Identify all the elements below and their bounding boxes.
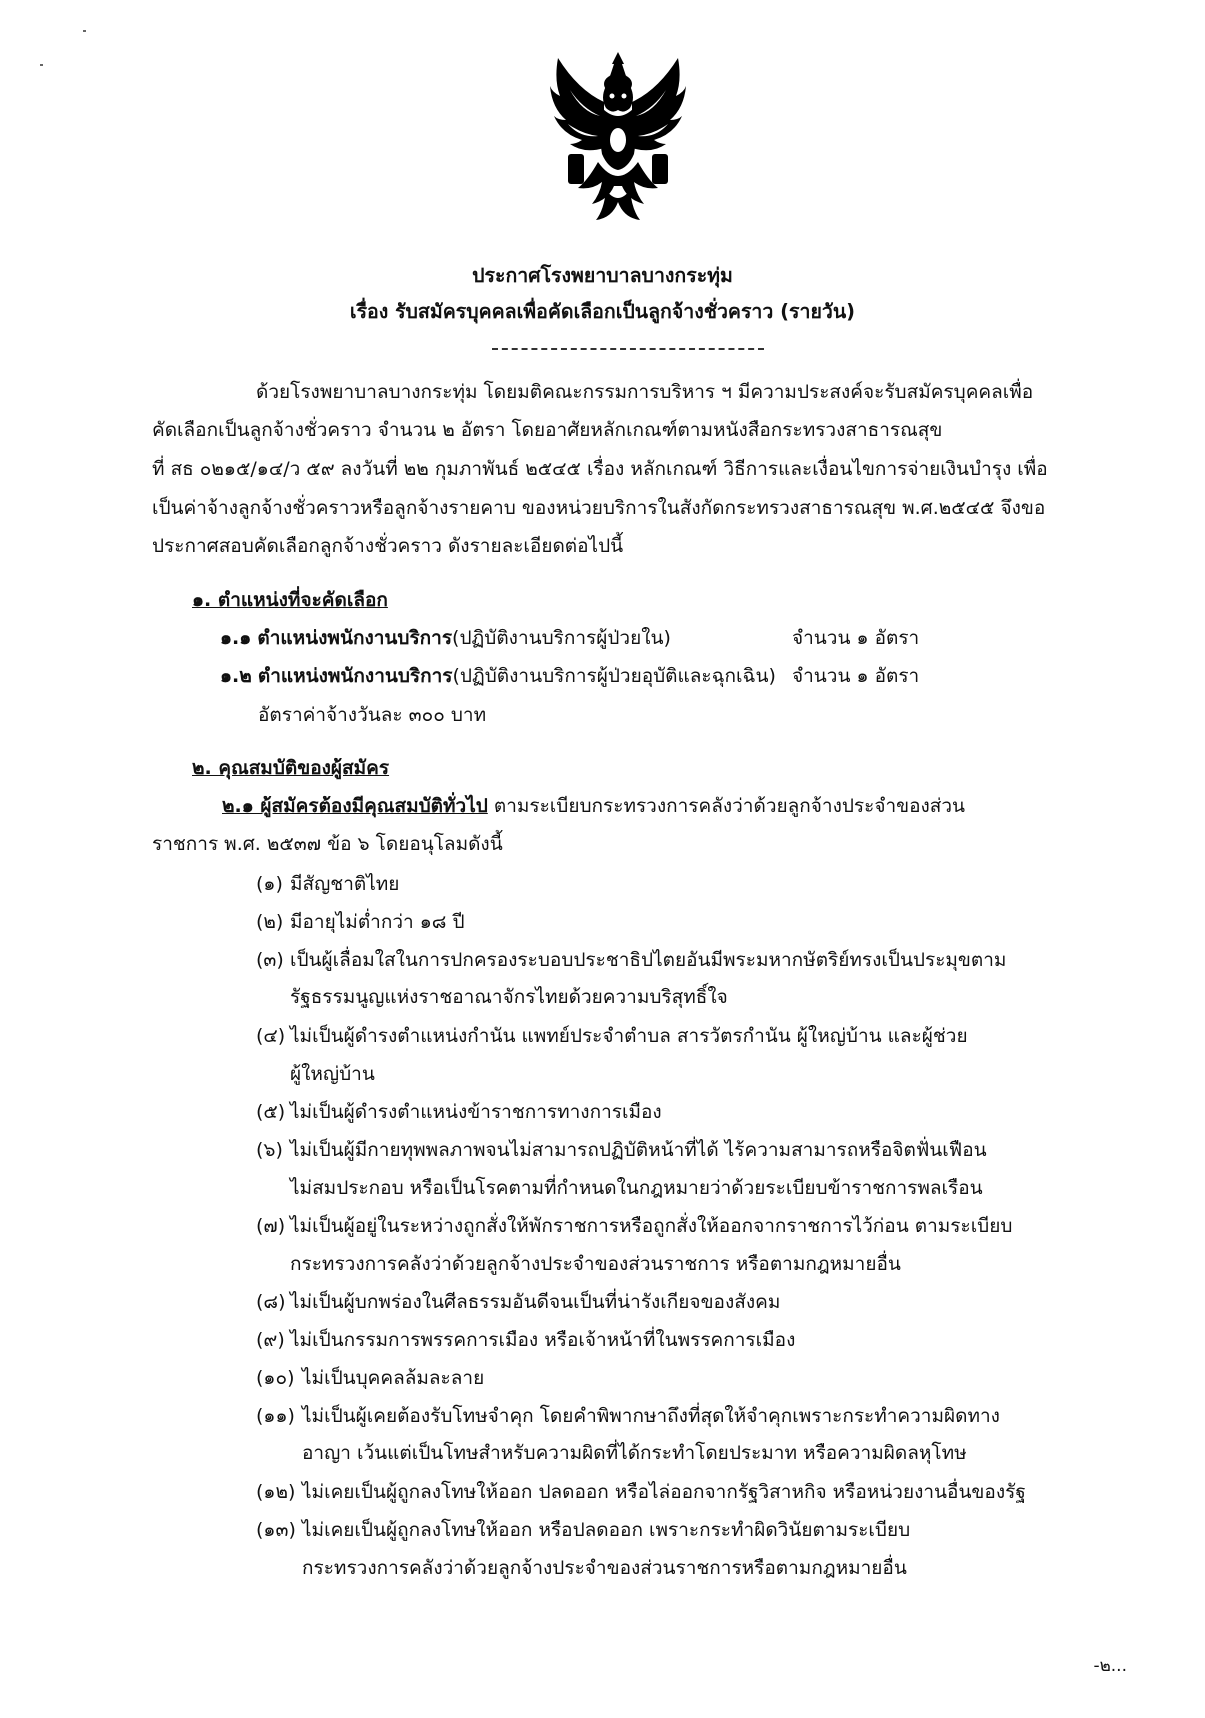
garuda-emblem-icon	[548, 50, 688, 226]
qualification-item: มีสัญชาติไทย	[290, 873, 400, 895]
intro-line: ด้วยโรงพยาบาลบางกระทุ่ม โดยมติคณะกรรมการบริหาร ฯ มีความประสงค์จะรับสมัครบุคคลเพื่อ	[256, 381, 1034, 403]
qualification-item: ไม่เป็นบุคคลล้มละลาย	[302, 1367, 485, 1389]
qualification-number: (๓)	[256, 949, 284, 971]
qualification-item: ไม่เป็นผู้ดำรงตำแหน่งข้าราชการทางการเมือง	[290, 1101, 662, 1123]
qualification-number: (๗)	[256, 1215, 286, 1237]
qualification-item-continued: กระทรวงการคลังว่าด้วยลูกจ้างประจำของส่วนราชการหรือตามกฎหมายอื่น	[302, 1557, 907, 1579]
qualification-item-continued: ไม่สมประกอบ หรือเป็นโรคตามที่กำหนดในกฎหมายว่าด้วยระเบียบข้าราชการพลเรือน	[290, 1177, 983, 1199]
section-2-heading: ๒. คุณสมบัติของผู้สมัคร	[192, 757, 390, 779]
qualification-item-continued: ผู้ใหญ่บ้าน	[290, 1063, 375, 1085]
qualification-number: (๒)	[256, 911, 284, 933]
position-number: ๑.๒	[220, 665, 252, 687]
position-title: ตำแหน่งพนักงานบริการ	[257, 665, 453, 687]
intro-line: ประกาศสอบคัดเลือกลูกจ้างชั่วคราว ดังรายละเอียดต่อไปนี้	[152, 535, 624, 557]
position-detail: (ปฏิบัติงานบริการผู้ป่วยอุบัติและฉุกเฉิน)	[452, 665, 776, 687]
qualification-item-continued: อาญา เว้นแต่เป็นโทษสำหรับความผิดที่ได้กระทำโดยประมาท หรือความผิดลหุโทษ	[302, 1442, 967, 1464]
qualification-item: ไม่เคยเป็นผู้ถูกลงโทษให้ออก ปลดออก หรือไล่ออกจากรัฐวิสาหกิจ หรือหน่วยงานอื่นของรัฐ	[302, 1481, 1026, 1503]
next-page-marker: -๒...	[1093, 1656, 1127, 1676]
qualification-number: (๔)	[256, 1025, 286, 1047]
position-number: ๑.๑	[220, 627, 252, 649]
position-count: จำนวน ๑ อัตรา	[792, 665, 920, 687]
title-divider	[492, 348, 764, 350]
scan-speck	[40, 64, 43, 66]
qualification-item: เป็นผู้เลื่อมใสในการปกครองระบอบประชาธิปไตยอันมีพระมหากษัตริย์ทรงเป็นประมุขตาม	[290, 949, 1007, 971]
qualification-number: (๙)	[256, 1329, 285, 1351]
document-subject: เรื่อง รับสมัครบุคคลเพื่อคัดเลือกเป็นลูกจ้างชั่วคราว (รายวัน)	[349, 300, 856, 323]
qualification-number: (๘)	[256, 1291, 286, 1313]
intro-line: ที่ สธ ๐๒๑๕/๑๔/ว ๕๙ ลงวันที่ ๒๒ กุมภาพันธ์ ๒๕๔๕ เรื่อง หลักเกณฑ์ วิธีการและเงื่อนไขการจ่ายเงินบำรุง เพื่อ	[152, 458, 1048, 480]
qualification-item: ไม่เป็นผู้เคยต้องรับโทษจำคุก โดยคำพิพากษาถึงที่สุดให้จำคุกเพราะกระทำความผิดทาง	[302, 1405, 1000, 1427]
qualification-item-continued: รัฐธรรมนูญแห่งราชอาณาจักรไทยด้วยความบริสุทธิ์ใจ	[290, 986, 728, 1008]
qualification-item: ไม่เป็นผู้บกพร่องในศีลธรรมอันดีจนเป็นที่น่ารังเกียจของสังคม	[290, 1291, 781, 1313]
scan-speck	[83, 30, 86, 32]
qualification-item: ไม่เป็นผู้มีกายทุพพลภาพจนไม่สามารถปฏิบัติหน้าที่ได้ ไร้ความสามารถหรือจิตฟั่นเฟือน	[290, 1139, 987, 1161]
qualification-item-continued: กระทรวงการคลังว่าด้วยลูกจ้างประจำของส่วนราชการ หรือตามกฎหมายอื่น	[290, 1253, 901, 1275]
qualification-number: (๑๑)	[256, 1405, 295, 1427]
qualification-subheading: ๒.๑ ผู้สมัครต้องมีคุณสมบัติทั่วไป	[222, 795, 488, 817]
position-detail: (ปฏิบัติงานบริการผู้ป่วยใน)	[452, 627, 671, 649]
document-title: ประกาศโรงพยาบาลบางกระทุ่ม	[472, 264, 733, 287]
intro-line: คัดเลือกเป็นลูกจ้างชั่วคราว จำนวน ๒ อัตรา โดยอาศัยหลักเกณฑ์ตามหนังสือกระทรวงสาธารณสุข	[152, 419, 943, 441]
qualification-item: ไม่เป็นผู้อยู่ในระหว่างถูกสั่งให้พักราชการหรือถูกสั่งให้ออกจากราชการไว้ก่อน ตามระเบียบ	[290, 1215, 1013, 1237]
qualification-item: มีอายุไม่ต่ำกว่า ๑๘ ปี	[290, 911, 465, 933]
section-1-heading: ๑. ตำแหน่งที่จะคัดเลือก	[192, 589, 388, 611]
position-item	[220, 626, 671, 650]
qualification-number: (๕)	[256, 1101, 286, 1123]
position-count: จำนวน ๑ อัตรา	[792, 627, 920, 649]
intro-line: เป็นค่าจ้างลูกจ้างชั่วคราวหรือลูกจ้างรายคาบ ของหน่วยบริการในสังกัดกระทรวงสาธารณสุข พ.ศ.๒๕๔๕ จึงขอ	[152, 497, 1046, 519]
qualification-item: ไม่เคยเป็นผู้ถูกลงโทษให้ออก หรือปลดออก เพราะกระทำผิดวินัยตามระเบียบ	[302, 1519, 911, 1541]
qualification-text: ราชการ พ.ศ. ๒๕๓๗ ข้อ ๖ โดยอนุโลมดังนี้	[152, 833, 503, 855]
qualification-number: (๑๐)	[256, 1367, 295, 1389]
position-title: ตำแหน่งพนักงานบริการ	[257, 627, 453, 649]
qualification-text: ตามระเบียบกระทรวงการคลังว่าด้วยลูกจ้างประจำของส่วน	[487, 795, 966, 817]
qualification-item: ไม่เป็นกรรมการพรรคการเมือง หรือเจ้าหน้าที่ในพรรคการเมือง	[290, 1329, 796, 1351]
qualification-number: (๖)	[256, 1139, 283, 1161]
wage-rate: อัตราค่าจ้างวันละ ๓๐๐ บาท	[258, 704, 487, 726]
position-item	[220, 664, 776, 688]
qualification-number: (๑๓)	[256, 1519, 296, 1541]
qualification-number: (๑)	[256, 873, 283, 895]
qualification-item: ไม่เป็นผู้ดำรงตำแหน่งกำนัน แพทย์ประจำตำบล สารวัตรกำนัน ผู้ใหญ่บ้าน และผู้ช่วย	[290, 1025, 968, 1047]
qualification-heading	[222, 794, 965, 818]
qualification-number: (๑๒)	[256, 1481, 296, 1503]
